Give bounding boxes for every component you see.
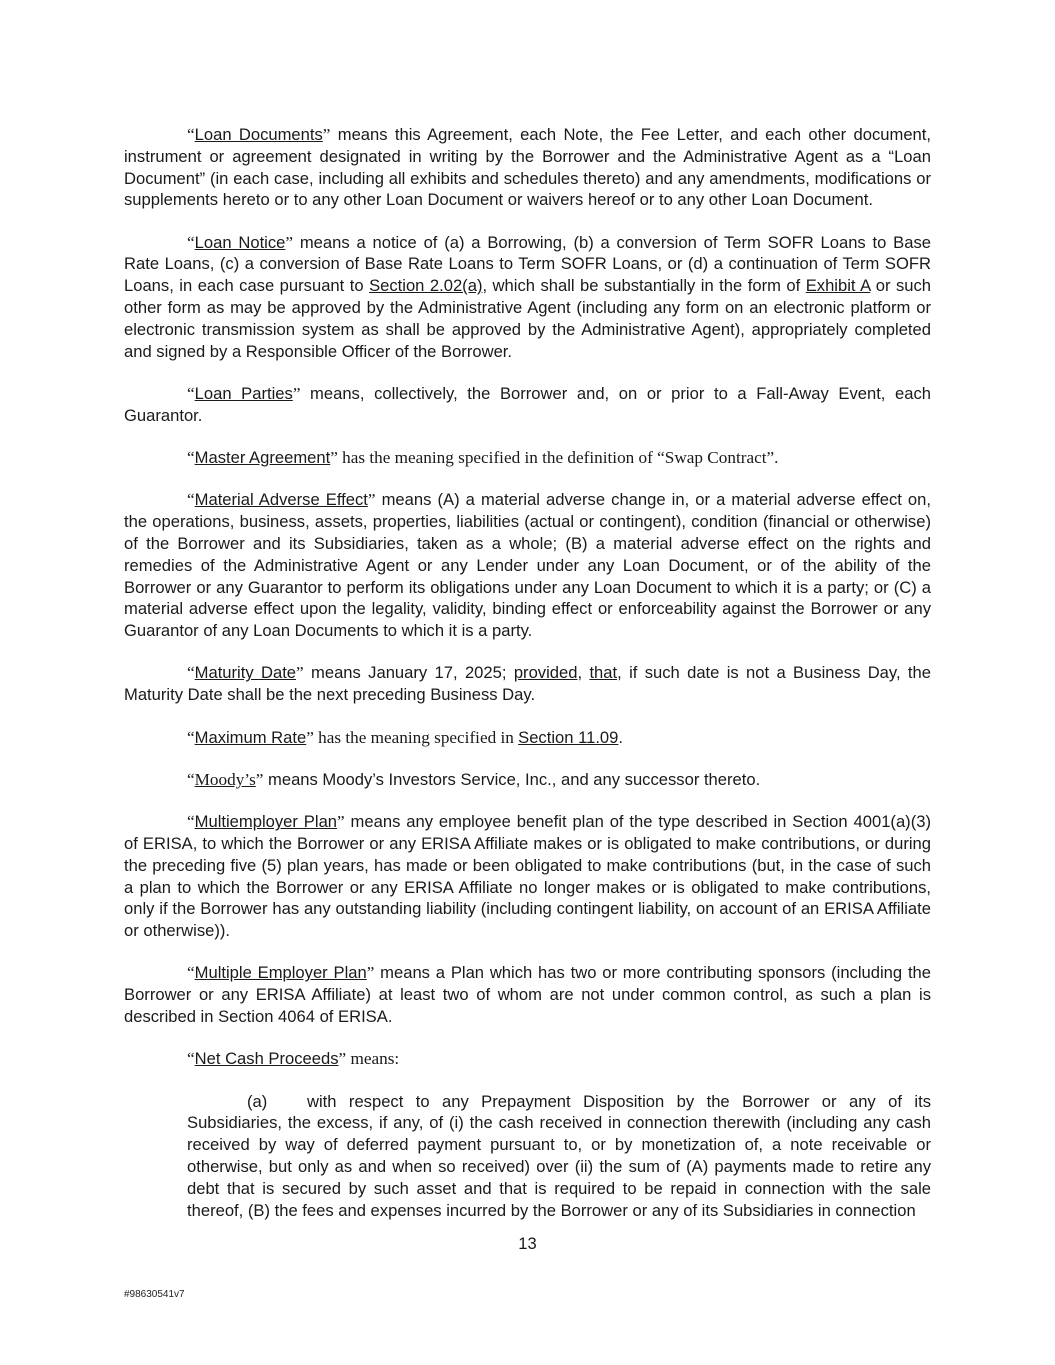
definition-text: ,	[577, 663, 590, 683]
definition-text: means Moody’s Investors Service, Inc., and any successor thereto.	[263, 769, 761, 789]
definition-multiple-employer-plan: “Multiple Employer Plan” means a Plan which has two or more contributing sponsors (including the Borrower or any ERISA Affiliate) at least two of whom are not under common control, as such a plan is described in Section 4064 of ERISA.	[124, 963, 932, 1026]
document-page	[124, 124, 931, 1221]
definition-text: means a Plan which has two or more contributing sponsors (including the Borrower or any ERISA Affiliate) at least two of whom are not under common control, as such a plan is described in Section 4064 of ERISA.	[124, 963, 932, 1026]
clause-text: with respect to any Prepayment Disposition by the Borrower or any of its Subsidiaries, the excess, if any, of (i) the cash received in connection therewith (including any cash received by way of deferred payment pursuant to, or by monetization of, a note receivable or otherwise, but only as and when so received) over (ii) the sum of (A) payments made to retire any debt that is secured by such asset and that is required to be repaid in connection with the sale thereof, (B) the fees and expenses incurred by the Borrower or any of its Subsidiaries in connection	[187, 1091, 931, 1220]
defined-term: Maturity Date	[194, 663, 297, 683]
definition-text: means, collectively, the Borrower and, on or prior to a Fall-Away Event, each Guarantor.	[124, 383, 932, 425]
definition-net-cash-proceeds: “Net Cash Proceeds” means:	[187, 1049, 400, 1069]
defined-term: Material Adverse Effect	[194, 490, 368, 510]
defined-term: Multiple Employer Plan	[194, 963, 367, 983]
section-reference: Section 2.02(a)	[369, 276, 483, 296]
defined-term: Moody’s	[194, 769, 256, 789]
proviso-term: that	[589, 663, 618, 683]
definition-maturity-date: “Maturity Date” means January 17, 2025; provided, that, if such date is not a Business Day, the Maturity Date shall be the next preceding Business Day.	[124, 663, 931, 705]
defined-term: Loan Documents	[194, 125, 323, 144]
definition-loan-parties: “Loan Parties” means, collectively, the Borrower and, on or prior to a Fall-Away Event, each Guarantor.	[124, 383, 932, 425]
definition-master-agreement: “Master Agreement” has the meaning specified in the definition of “Swap Contract”.	[187, 448, 779, 468]
definition-multiemployer-plan: “Multiemployer Plan” means any employee benefit plan of the type described in Section 4001(a)(3) of ERISA, to which the Borrower or any ERISA Affiliate makes or is obligated to make contributions, or during the preceding five (5) plan years, has made or been obligated to make contributions (but, in the case of such a plan to which the Borrower or any ERISA Affiliate no longer makes or is obligated to make contributions, only if the Borrower has any outstanding liability (including contingent liability, on account of an ERISA Affiliate or otherwise)).	[124, 812, 931, 941]
defined-term: Loan Notice	[194, 232, 286, 252]
definition-text: has the meaning specified in	[313, 727, 519, 747]
definition-loan-notice: “Loan Notice” means a notice of (a) a Borrowing, (b) a conversion of Term SOFR Loans to Base Rate Loans, (c) a conversion of Base Rate Loans to Term SOFR Loans, or (d) a continuation of Term SOFR Loans, in each case pursuant to Section 2.02(a), which shall be substantially in the form of Exhibit A or such other form as may be approved by the Administrative Agent (including any form on an electronic platform or electronic transmission system as shall be approved by the Administrative Agent), appropriately completed and signed by a Responsible Officer of the Borrower.	[124, 232, 932, 361]
definition-moodys: “Moody’s” means Moody’s Investors Service, Inc., and any successor thereto.	[187, 769, 761, 789]
definition-text: or such other form as may be approved by the Administrative Agent (including any form on an electronic platform or electronic transmission system as shall be approved by the Administrative Agent), appropriately completed and signed by a Responsible Officer of the Borrower.	[124, 276, 932, 361]
definition-text: means (A) a material adverse change in, or a material adverse effect on, the operations, business, assets, properties, liabilities (actual or contingent), condition (financial or otherwise) of the Borrower and its Subsidiaries, taken as a whole; (B) a material adverse effect on the rights and remedies of the Administrative Agent or any Lender under any Loan Document, or of the ability of the Borrower or any Guarantor to perform its obligations under any Loan Document to which it is a party; or (C) a material adverse effect upon the legality, validity, binding effect or enforceability against the Borrower or any Guarantor of any Loan Documents to which it is a party.	[124, 490, 931, 641]
defined-term: Net Cash Proceeds	[194, 1049, 339, 1069]
definition-text: , if such date is not a Business Day, the Maturity Date shall be the next preceding Business Day.	[124, 663, 931, 705]
page-number: 13	[518, 1234, 537, 1253]
document-id: #98630541v7	[124, 1289, 185, 1300]
defined-term: Loan Parties	[194, 383, 293, 403]
definition-text: means this Agreement, each Note, the Fee Letter, and each other document, instrument or agreement designated in writing by the Borrower and the Administrative Agent as a “Loan Document” (in each case, including all exhibits and schedules thereto) and any amendments, modifications or supplements hereto or to any other Loan Document or waivers hereof or to any other Loan Document.	[124, 125, 931, 210]
defined-term: Maximum Rate	[194, 727, 307, 747]
proviso-term: provided	[513, 663, 578, 683]
section-reference: Section 11.09	[518, 727, 619, 747]
definition-text: means any employee benefit plan of the type described in Section 4001(a)(3) of ERISA, to which the Borrower or any ERISA Affiliate makes or is obligated to make contributions, or during the preceding five (5) plan years, has made or been obligated to make contributions (but, in the case of such a plan to which the Borrower or any ERISA Affiliate no longer makes or is obligated to make contributions, only if the Borrower has any outstanding liability (including contingent liability, on account of an ERISA Affiliate or otherwise)).	[124, 812, 931, 941]
definition-text: , which shall be substantially in the form of	[482, 276, 806, 296]
definition-text: means January 17, 2025;	[303, 663, 514, 683]
exhibit-reference: Exhibit A	[805, 276, 871, 296]
definition-text: means:	[346, 1049, 400, 1069]
definition-text: means a notice of (a) a Borrowing, (b) a conversion of Term SOFR Loans to Base Rate Loans, (c) a conversion of Base Rate Loans to Term SOFR Loans, or (d) a continuation of Term SOFR Loans, in each case pursuant to	[124, 232, 931, 296]
clause-label: (a)	[247, 1091, 268, 1111]
definition-text: has the meaning specified in the definition of “Swap Contract”.	[337, 448, 779, 468]
definition-text: .	[618, 727, 624, 747]
clause-a	[187, 1091, 931, 1222]
definition-material-adverse-effect: “Material Adverse Effect” means (A) a material adverse change in, or a material adverse effect on, the operations, business, assets, properties, liabilities (actual or contingent), condition (financial or otherwise) of the Borrower and its Subsidiaries, taken as a whole; (B) a material adverse effect on the rights and remedies of the Administrative Agent or any Lender under any Loan Document, or of the ability of the Borrower or any Guarantor to perform its obligations under any Loan Document to which it is a party; or (C) a material adverse effect upon the legality, validity, binding effect or enforceability against the Borrower or any Guarantor of any Loan Documents to which it is a party.	[124, 490, 931, 641]
definition-loan-documents: “Loan Documents” means this Agreement, each Note, the Fee Letter, and each other document, instrument or agreement designated in writing by the Borrower and the Administrative Agent as a “Loan Document” (in each case, including all exhibits and schedules thereto) and any amendments, modifications or supplements hereto or to any other Loan Document or waivers hereof or to any other Loan Document.	[124, 125, 931, 210]
definition-maximum-rate: “Maximum Rate” has the meaning specified in Section 11.09.	[187, 727, 624, 747]
defined-term: Multiemployer Plan	[194, 812, 338, 832]
defined-term: Master Agreement	[194, 448, 331, 468]
